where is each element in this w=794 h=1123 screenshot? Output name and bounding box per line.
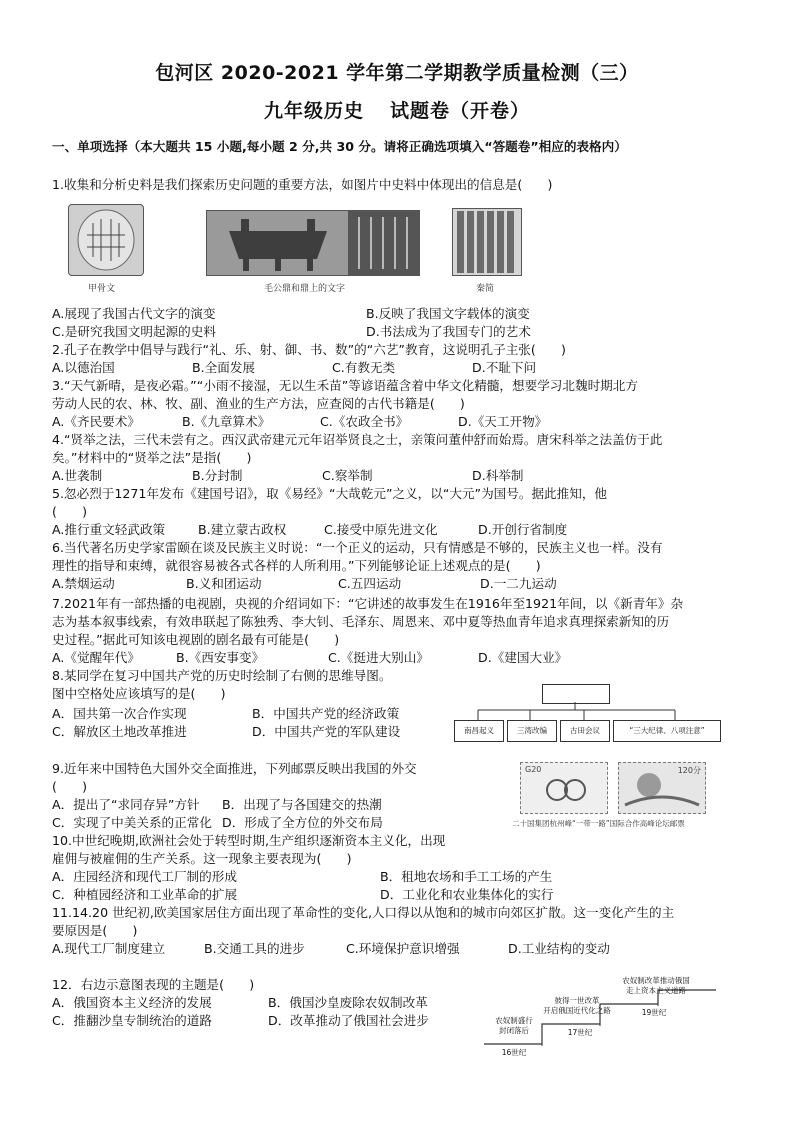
q9-option-b[interactable]: B．出现了与各国建交的热潮 <box>222 797 382 812</box>
q8-stem-1: 8.某同学在复习中国共产党的历史时绘制了右侧的思维导图。 <box>52 668 392 683</box>
q8-stem-2: 图中空格处应该填写的是( ) <box>52 686 226 701</box>
qin-slips-image <box>452 208 522 276</box>
exam-subtitle <box>0 96 794 123</box>
mind-map-blank-box[interactable] <box>542 684 610 704</box>
q8-option-d[interactable]: D．中国共产党的军队建设 <box>252 724 401 739</box>
q3-stem-2: 劳动人民的农、林、牧、副、渔业的生产方法，应查阅的古代书籍是( ) <box>52 396 465 411</box>
q11-option-c[interactable]: C.环境保护意识增强 <box>346 941 460 956</box>
q6-option-b[interactable]: B.义和团运动 <box>186 576 262 591</box>
q1-option-c[interactable]: C.是研究我国文明起源的史料 <box>52 324 216 339</box>
ding-inscription-image <box>348 210 420 276</box>
ding-vessel-icon <box>207 211 349 275</box>
q4-option-b[interactable]: B.分封制 <box>192 468 243 483</box>
q8-option-b[interactable]: B．中国共产党的经济政策 <box>252 706 400 721</box>
q9-option-c[interactable]: C．实现了中美关系的正常化 <box>52 815 212 830</box>
mind-map-box-1: 南昌起义 <box>454 720 504 742</box>
q9-option-d[interactable]: D．形成了全方位的外交布局 <box>222 815 383 830</box>
q11-option-b[interactable]: B.交通工具的进步 <box>204 941 305 956</box>
q7-option-d[interactable]: D.《建国大业》 <box>478 650 568 665</box>
q5-option-b[interactable]: B.建立蒙古政权 <box>198 522 287 537</box>
q7-stem-1: 7.2021年有一部热播的电视剧，央视的介绍词如下：“它讲述的故事发生在1916年至1921年间，以《新青年》杂 <box>52 596 684 611</box>
q6-option-c[interactable]: C.五四运动 <box>338 576 402 591</box>
q6-stem-1: 6.当代著名历史学家雷颐在谈及民族主义时说：“一个正义的运动，只有情感是不够的，民族主义也一样。没有 <box>52 540 663 555</box>
q12-option-b[interactable]: B．俄国沙皇废除农奴制改革 <box>268 995 428 1010</box>
q5-option-d[interactable]: D.开创行省制度 <box>478 522 568 537</box>
mind-map-box-3: 古田会议 <box>560 720 610 742</box>
q2-stem: 2.孔子在教学中倡导与践行“礼、乐、射、御、书、数”的“六艺”教育，这说明孔子主张( ) <box>52 342 566 357</box>
subtitle-grade: 九年级历史 <box>263 100 364 122</box>
q7-option-c[interactable]: C.《挺进大别山》 <box>328 650 429 665</box>
q12-option-d[interactable]: D．改革推动了俄国社会进步 <box>268 1013 429 1028</box>
q10-option-c[interactable]: C．种植园经济和工业革命的扩展 <box>52 887 238 902</box>
stamp-caption: 二十国集团杭州峰“一带一路”国际合作高峰论坛邮票 <box>512 819 685 828</box>
q2-option-b[interactable]: B.全面发展 <box>192 360 256 375</box>
q4-stem-1: 4.“贤举之法，三代未尝有之。西汉武帝建元元年诏举贤良之士，亲策问董仲舒而始焉。唐宋科举之法盖仿于此 <box>52 432 663 447</box>
q5-stem-1: 5.忽必烈于1271年发布《建国号诏》，取《易经》“大哉乾元”之义，以“大元”为国号。据此推知，他 <box>52 486 608 501</box>
q2-option-a[interactable]: A.以德治国 <box>52 360 115 375</box>
g20-stamp <box>520 762 608 814</box>
step-2-text: 彼得一世改革 开启俄国近代化之路 <box>543 996 611 1015</box>
q7-option-b[interactable]: B.《西安事变》 <box>176 650 265 665</box>
q3-option-a[interactable]: A.《齐民要术》 <box>52 414 140 429</box>
q2-option-d[interactable]: D.不耻下问 <box>472 360 537 375</box>
q9-stem-1: 9.近年来中国特色大国外交全面推进，下列邮票反映出我国的外交 <box>52 761 417 776</box>
q11-option-d[interactable]: D.工业结构的变动 <box>508 941 610 956</box>
q6-option-a[interactable]: A.禁烟运动 <box>52 576 115 591</box>
q7-stem-2: 志为基本叙事线索，有效串联起了陈独秀、李大钊、毛泽东、周恩来、邓中夏等热血青年追求真理探索新知的历 <box>52 614 670 629</box>
q1-option-d[interactable]: D.书法成为了我国专门的艺术 <box>366 324 531 339</box>
q6-stem-2: 理性的指导和束缚，就很容易被各式各样的人所利用。”下列能够论证上述观点的是( ) <box>52 558 541 573</box>
oracle-bone-icon <box>69 205 143 275</box>
ding-vessel-image <box>206 210 350 276</box>
bamboo-slips-icon <box>453 209 521 275</box>
q8-option-a[interactable]: A．国共第一次合作实现 <box>52 706 187 721</box>
exam-title: 包河区 2020-2021 学年第二学期教学质量检测（三） <box>155 62 639 84</box>
belt-road-stamp <box>618 762 706 814</box>
century-19: 19世纪 <box>641 1008 667 1017</box>
section-heading: 一、单项选择（本大题共 15 小题,每小题 2 分,共 30 分。请将正确选项填入“答题卷”相应的表格内） <box>52 139 627 154</box>
q10-option-a[interactable]: A．庄园经济和现代工厂制的形成 <box>52 869 237 884</box>
q2-option-c[interactable]: C.有教无类 <box>332 360 396 375</box>
caption-qin-slips: 秦简 <box>476 284 495 294</box>
caption-oracle-bone: 甲骨文 <box>88 284 116 294</box>
q11-stem-2: 要原因是( ) <box>52 923 138 938</box>
q12-stem: 12．右边示意图表现的主题是( ) <box>52 977 255 992</box>
q11-option-a[interactable]: A.现代工厂制度建立 <box>52 941 166 956</box>
step-1-text: 农奴制盛行 封闭落后 <box>495 1016 533 1035</box>
oracle-bone-image <box>68 204 144 276</box>
q10-option-d[interactable]: D．工业化和农业集体化的实行 <box>380 887 554 902</box>
inscription-icon <box>349 211 419 275</box>
q4-stem-2: 矣。”材料中的“贤举之法”是指( ) <box>52 450 252 465</box>
q5-stem-2: ( ) <box>52 504 88 519</box>
caption-ding: 毛公鼎和鼎上的文字 <box>264 284 346 294</box>
q3-option-c[interactable]: C.《农政全书》 <box>320 414 409 429</box>
q12-option-c[interactable]: C．推翻沙皇专制统治的道路 <box>52 1013 212 1028</box>
q4-option-d[interactable]: D.科举制 <box>472 468 524 483</box>
q9-stem-2: ( ) <box>52 779 88 794</box>
q10-stem-1: 10.中世纪晚期,欧洲社会处于转型时期,生产组织逐渐资本主义化，出现 <box>52 833 446 848</box>
q10-stem-2: 雇佣与被雇佣的生产关系。这一现象主要表现为( ) <box>52 851 352 866</box>
q12-option-a[interactable]: A．俄国资本主义经济的发展 <box>52 995 212 1010</box>
q3-stem-1: 3.“天气新晴，是夜必霜。”“小雨不接湿，无以生禾苗”等谚语蕴含着中华文化精髓，想要学习北魏时期北方 <box>52 378 638 393</box>
q7-stem-3: 史过程。”据此可知该电视剧的剧名最有可能是( ) <box>52 632 340 647</box>
q3-option-d[interactable]: D.《天工开物》 <box>458 414 548 429</box>
mind-map-box-4: “三大纪律、八项注意” <box>613 720 721 742</box>
century-17: 17世纪 <box>567 1028 593 1037</box>
q10-option-b[interactable]: B．租地农场和手工工场的产生 <box>380 869 553 884</box>
g20-stamp-label: G20 <box>525 765 542 774</box>
q4-option-a[interactable]: A.世袭制 <box>52 468 103 483</box>
subtitle-paper: 试题卷（开卷） <box>390 100 531 122</box>
step-3-text: 农奴制改革推动俄国 走上资本主义道路 <box>622 976 690 995</box>
mind-map-connectors <box>450 702 700 720</box>
century-16: 16世纪 <box>501 1048 527 1057</box>
q3-option-b[interactable]: B.《九章算术》 <box>182 414 271 429</box>
q8-option-c[interactable]: C．解放区土地改革推进 <box>52 724 187 739</box>
q11-stem-1: 11.14.20 世纪初,欧美国家居住方面出现了革命性的变化,人口得以从饱和的城市向郊区扩散。这一变化产生的主 <box>52 905 675 920</box>
mind-map-box-2: 三湾改编 <box>507 720 557 742</box>
q1-stem: 1.收集和分析史料是我们探索历史问题的重要方法，如图片中史料中体现出的信息是( ) <box>52 177 553 192</box>
q4-option-c[interactable]: C.察举制 <box>322 468 373 483</box>
q9-option-a[interactable]: A．提出了“求同存异”方针 <box>52 797 200 812</box>
q7-option-a[interactable]: A.《觉醒年代》 <box>52 650 140 665</box>
q5-option-a[interactable]: A.推行重文轻武政策 <box>52 522 166 537</box>
q1-option-b[interactable]: B.反映了我国文字载体的演变 <box>366 306 530 321</box>
q6-option-d[interactable]: D.一二九运动 <box>480 576 557 591</box>
belt-road-stamp-value: 120分 <box>677 766 701 775</box>
q1-option-a[interactable]: A.展现了我国古代文字的演变 <box>52 306 216 321</box>
q5-option-c[interactable]: C.接受中原先进文化 <box>324 522 438 537</box>
